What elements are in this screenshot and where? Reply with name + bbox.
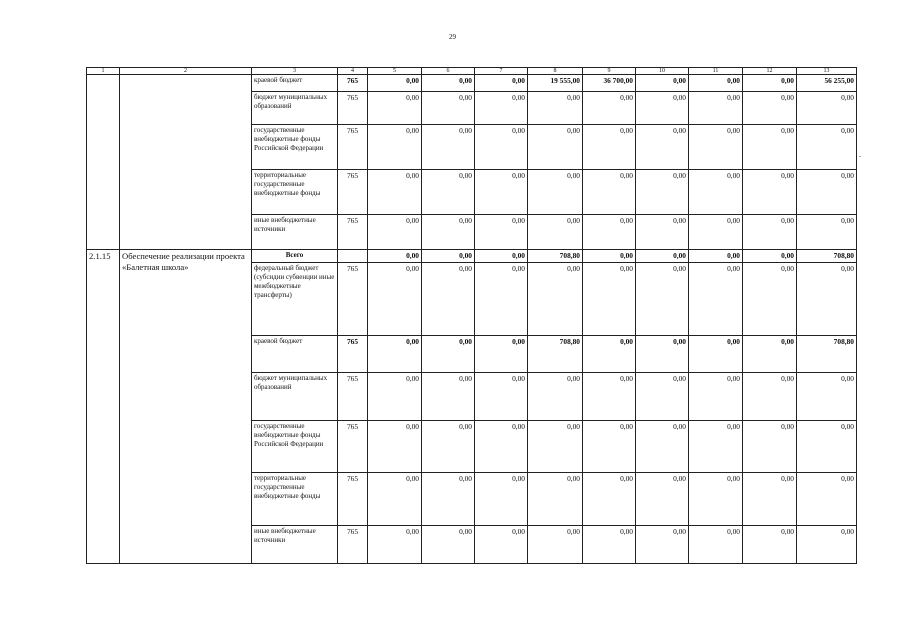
amount-cell: 0,00 <box>528 215 583 250</box>
amount-cell: 0,00 <box>797 373 857 421</box>
row-id-cell <box>87 75 120 250</box>
amount-cell: 0,00 <box>743 526 797 564</box>
amount-cell: 708,80 <box>797 250 857 263</box>
amount-cell: 0,00 <box>422 250 475 263</box>
amount-cell: 0,00 <box>422 263 475 336</box>
amount-cell: 0,00 <box>528 92 583 125</box>
amount-cell: 0,00 <box>583 92 636 125</box>
amount-cell: 0,00 <box>583 263 636 336</box>
amount-cell: 708,80 <box>528 336 583 373</box>
amount-cell: 0,00 <box>797 263 857 336</box>
amount-cell: 0,00 <box>583 373 636 421</box>
funding-source-cell: Всего <box>252 250 338 263</box>
column-number-cell: 6 <box>422 68 475 75</box>
amount-cell: 0,00 <box>475 92 528 125</box>
admin-code-cell: 765 <box>338 373 368 421</box>
amount-cell: 0,00 <box>797 473 857 526</box>
table-row <box>87 75 857 92</box>
amount-cell: 0,00 <box>689 250 743 263</box>
column-number-row <box>87 68 857 75</box>
amount-cell: 0,00 <box>422 373 475 421</box>
funding-source-cell: краевой бюджет <box>252 75 338 92</box>
amount-cell: 0,00 <box>689 215 743 250</box>
admin-code-cell <box>338 250 368 263</box>
amount-cell: 0,00 <box>689 336 743 373</box>
amount-cell: 0,00 <box>689 526 743 564</box>
admin-code-cell: 765 <box>338 92 368 125</box>
amount-cell: 0,00 <box>475 263 528 336</box>
amount-cell: 0,00 <box>422 75 475 92</box>
admin-code-cell: 765 <box>338 215 368 250</box>
amount-cell: 0,00 <box>797 125 857 170</box>
amount-cell: 0,00 <box>368 336 422 373</box>
funding-source-cell: иные внебюджетные источники <box>252 526 338 564</box>
amount-cell: 0,00 <box>689 263 743 336</box>
amount-cell: 0,00 <box>583 421 636 473</box>
amount-cell: 0,00 <box>689 75 743 92</box>
amount-cell: 0,00 <box>368 92 422 125</box>
amount-cell: 0,00 <box>528 170 583 215</box>
amount-cell: 0,00 <box>636 336 689 373</box>
admin-code-cell: 765 <box>338 170 368 215</box>
amount-cell: 0,00 <box>743 373 797 421</box>
amount-cell: 708,80 <box>797 336 857 373</box>
column-number-cell: 5 <box>368 68 422 75</box>
amount-cell: 0,00 <box>475 373 528 421</box>
page-number: 29 <box>449 33 456 41</box>
amount-cell: 0,00 <box>636 473 689 526</box>
amount-cell: 0,00 <box>636 125 689 170</box>
amount-cell: 0,00 <box>636 263 689 336</box>
amount-cell: 0,00 <box>743 473 797 526</box>
amount-cell: 0,00 <box>583 336 636 373</box>
column-number-cell: 1 <box>87 68 120 75</box>
funding-source-cell: иные внебюджетные источники <box>252 215 338 250</box>
amount-cell: 0,00 <box>475 473 528 526</box>
amount-cell: 0,00 <box>422 170 475 215</box>
amount-cell: 0,00 <box>368 263 422 336</box>
amount-cell: 0,00 <box>528 526 583 564</box>
amount-cell: 0,00 <box>422 421 475 473</box>
funding-source-cell: бюджет муниципальных образований <box>252 92 338 125</box>
column-number-cell: 4 <box>338 68 368 75</box>
amount-cell: 0,00 <box>583 526 636 564</box>
amount-cell: 0,00 <box>583 125 636 170</box>
amount-cell: 0,00 <box>583 250 636 263</box>
funding-source-cell: государственные внебюджетные фонды Российской Федерации <box>252 421 338 473</box>
amount-cell: 0,00 <box>797 92 857 125</box>
row-id-cell: 2.1.15 <box>87 250 120 564</box>
stray-mark: . <box>859 150 861 159</box>
amount-cell: 0,00 <box>528 263 583 336</box>
table-row <box>87 250 857 263</box>
amount-cell: 0,00 <box>743 125 797 170</box>
amount-cell: 0,00 <box>368 215 422 250</box>
amount-cell: 0,00 <box>368 526 422 564</box>
activity-name-cell <box>120 75 252 250</box>
column-number-cell: 12 <box>743 68 797 75</box>
admin-code-cell: 765 <box>338 75 368 92</box>
amount-cell: 0,00 <box>475 250 528 263</box>
activity-name-cell: Обеспечение реализации проекта «Балетная школа» <box>120 250 252 564</box>
amount-cell: 0,00 <box>636 75 689 92</box>
admin-code-cell: 765 <box>338 473 368 526</box>
amount-cell: 0,00 <box>636 170 689 215</box>
amount-cell: 0,00 <box>689 373 743 421</box>
amount-cell: 0,00 <box>422 215 475 250</box>
column-number-cell: 8 <box>528 68 583 75</box>
funding-source-cell: федеральный бюджет (субсидии субвенции иные межбюджетные трансферты) <box>252 263 338 336</box>
amount-cell: 0,00 <box>797 421 857 473</box>
amount-cell: 0,00 <box>583 473 636 526</box>
funding-source-cell: государственные внебюджетные фонды Российской Федерации <box>252 125 338 170</box>
column-number-cell: 11 <box>689 68 743 75</box>
amount-cell: 0,00 <box>583 170 636 215</box>
admin-code-cell: 765 <box>338 526 368 564</box>
amount-cell: 0,00 <box>368 125 422 170</box>
admin-code-cell: 765 <box>338 421 368 473</box>
column-number-cell: 10 <box>636 68 689 75</box>
amount-cell: 0,00 <box>636 373 689 421</box>
amount-cell: 0,00 <box>528 421 583 473</box>
amount-cell: 0,00 <box>475 336 528 373</box>
amount-cell: 0,00 <box>528 125 583 170</box>
amount-cell: 0,00 <box>743 75 797 92</box>
amount-cell: 0,00 <box>368 421 422 473</box>
column-number-cell: 2 <box>120 68 252 75</box>
amount-cell: 708,80 <box>528 250 583 263</box>
amount-cell: 36 700,00 <box>583 75 636 92</box>
amount-cell: 0,00 <box>475 170 528 215</box>
amount-cell: 0,00 <box>689 125 743 170</box>
funding-source-cell: территориальные государственные внебюджетные фонды <box>252 170 338 215</box>
amount-cell: 0,00 <box>528 473 583 526</box>
funding-source-cell: территориальные государственные внебюджетные фонды <box>252 473 338 526</box>
amount-cell: 0,00 <box>743 170 797 215</box>
amount-cell: 0,00 <box>422 125 475 170</box>
amount-cell: 0,00 <box>368 250 422 263</box>
amount-cell: 0,00 <box>743 250 797 263</box>
column-number-cell: 13 <box>797 68 857 75</box>
admin-code-cell: 765 <box>338 125 368 170</box>
amount-cell: 0,00 <box>797 170 857 215</box>
amount-cell: 56 255,00 <box>797 75 857 92</box>
amount-cell: 0,00 <box>743 92 797 125</box>
amount-cell: 0,00 <box>422 526 475 564</box>
amount-cell: 0,00 <box>475 421 528 473</box>
funding-source-cell: бюджет муниципальных образований <box>252 373 338 421</box>
amount-cell: 0,00 <box>368 473 422 526</box>
amount-cell: 0,00 <box>689 92 743 125</box>
column-number-cell: 9 <box>583 68 636 75</box>
amount-cell: 0,00 <box>743 263 797 336</box>
admin-code-cell: 765 <box>338 336 368 373</box>
amount-cell: 0,00 <box>528 373 583 421</box>
amount-cell: 0,00 <box>583 215 636 250</box>
amount-cell: 0,00 <box>743 215 797 250</box>
admin-code-cell: 765 <box>338 263 368 336</box>
amount-cell: 0,00 <box>368 75 422 92</box>
amount-cell: 0,00 <box>475 526 528 564</box>
amount-cell: 0,00 <box>797 215 857 250</box>
amount-cell: 19 555,00 <box>528 75 583 92</box>
amount-cell: 0,00 <box>797 526 857 564</box>
funding-source-cell: краевой бюджет <box>252 336 338 373</box>
amount-cell: 0,00 <box>689 170 743 215</box>
amount-cell: 0,00 <box>636 215 689 250</box>
amount-cell: 0,00 <box>368 373 422 421</box>
amount-cell: 0,00 <box>475 75 528 92</box>
amount-cell: 0,00 <box>475 215 528 250</box>
amount-cell: 0,00 <box>422 336 475 373</box>
amount-cell: 0,00 <box>368 170 422 215</box>
amount-cell: 0,00 <box>636 92 689 125</box>
amount-cell: 0,00 <box>689 473 743 526</box>
amount-cell: 0,00 <box>422 92 475 125</box>
amount-cell: 0,00 <box>475 125 528 170</box>
column-number-cell: 3 <box>252 68 338 75</box>
amount-cell: 0,00 <box>422 473 475 526</box>
amount-cell: 0,00 <box>636 526 689 564</box>
column-number-cell: 7 <box>475 68 528 75</box>
amount-cell: 0,00 <box>743 336 797 373</box>
amount-cell: 0,00 <box>689 421 743 473</box>
amount-cell: 0,00 <box>743 421 797 473</box>
budget-table <box>86 67 857 564</box>
amount-cell: 0,00 <box>636 250 689 263</box>
amount-cell: 0,00 <box>636 421 689 473</box>
